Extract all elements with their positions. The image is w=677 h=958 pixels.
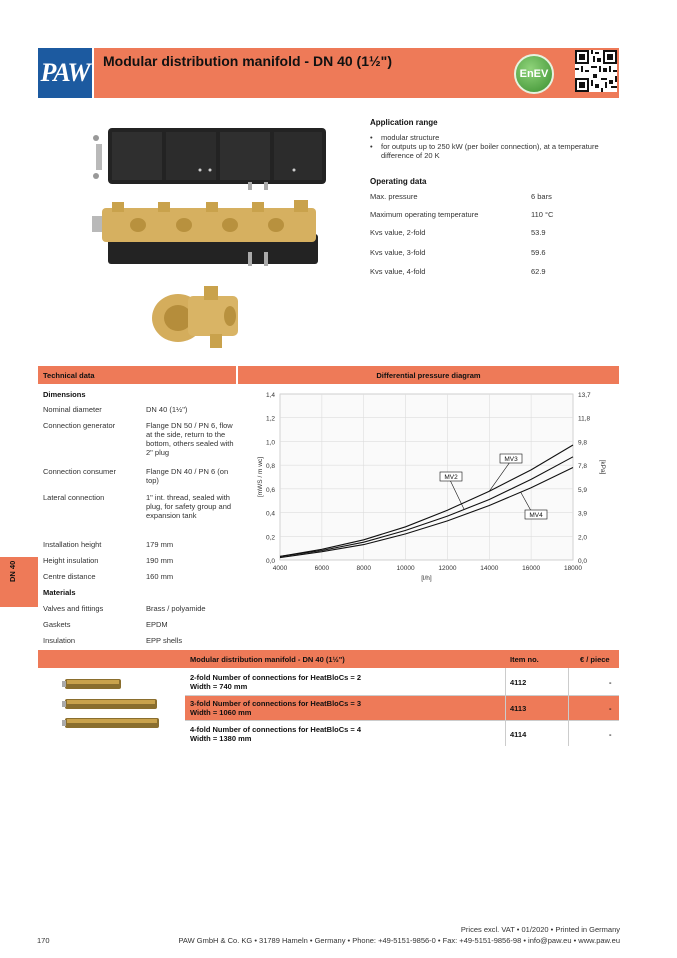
operating-row: Max. pressure 6 bars [370,192,552,201]
series-label: MV4 [529,512,543,519]
spec-label: Centre distance [43,572,96,581]
spec-label: Nominal diameter [43,405,102,414]
x-tick-label: 12000 [438,565,457,572]
material-value: EPDM [146,620,168,629]
order-row-desc: 4-fold Number of connections for HeatBloCs = 4 Width = 1380 mm [190,725,362,743]
footer-line-1: Prices excl. VAT • 01/2020 • Printed in Germany [460,925,620,934]
x-tick-label: 6000 [314,565,330,572]
application-bullet: • modular structure • for outputs up to 250 kW (per boiler connection), at a temperature difference of 20 K [370,133,599,160]
order-row-desc: 3-fold Number of connections for HeatBloCs = 3 Width = 1060 mm [190,699,362,717]
order-row-desc: 2-fold Number of connections for HeatBloCs = 2 Width = 740 mm [190,673,362,691]
y-tick-label: 1,2 [265,415,275,423]
spec-label: Connection generator [43,421,116,430]
footer-line-2: PAW GmbH & Co. KG • 31789 Hameln • Germany • Phone: +49-5151-9856-0 • Fax: +49-5151-9856-98 • info@paw.eu • www.paw.eu [178,936,620,945]
x-tick-label: 14000 [480,565,499,572]
y-tick-label: 1,0 [265,439,275,447]
x-tick-label: 10000 [396,565,415,572]
y-axis-label: [mWS / m wc] [257,456,264,498]
manifold-3fold-thumbnail [62,697,158,711]
qr-code-icon [575,50,617,92]
order-header-item: Item no. [510,655,539,664]
spec-value: 160 mm [146,572,174,581]
spec-label: Height insulation [43,556,99,565]
x-axis-label: [l/h] [421,575,432,582]
spec-value: 1" int. thread, sealed with plug, for safety group and expansion tank [146,493,232,520]
spec-label: Installation height [43,540,102,549]
y-right-tick-label: 5,9 [578,486,588,494]
spec-value: 179 mm [146,540,174,549]
y-right-axis-label: [kPa] [599,459,606,475]
y-right-tick-label: 3,9 [578,510,588,518]
manifold-open-image [88,198,328,268]
page-title: Modular distribution manifold - DN 40 (1½") [103,53,392,69]
page-number: 170 [37,936,50,945]
side-tab [0,557,38,607]
spec-value: Flange DN 40 / PN 6 (on top) [146,467,229,485]
spec-label: Lateral connection [43,493,105,502]
order-row-price: - [609,678,612,687]
material-label: Valves and fittings [43,604,104,613]
manifold-4fold-thumbnail [62,715,160,731]
manifold-segment-image [148,282,248,354]
order-row-price: - [609,730,612,739]
materials-title: Materials [43,588,76,597]
series-label: MV2 [444,474,458,481]
plot-area [280,394,573,560]
operating-row: Kvs value, 4-fold 62.9 [370,267,546,276]
spec-value: 190 mm [146,556,174,565]
differential-pressure-chart [240,386,620,586]
enev-badge: EnEV [514,54,554,94]
y-tick-label: 0,4 [265,510,275,518]
x-tick-label: 4000 [272,565,288,572]
y-right-tick-label: 13,7 [578,392,591,399]
order-header-price: € / piece [580,655,610,664]
y-tick-label: 1,4 [265,392,275,399]
chart-title: Differential pressure diagram [376,371,481,380]
order-row-price: - [609,704,612,713]
side-tab-label: DN 40 [8,560,17,582]
y-tick-label: 0,0 [265,558,275,565]
order-row-item: 4113 [510,704,527,713]
y-right-tick-label: 2,0 [578,534,588,542]
order-row-item: 4112 [510,678,527,687]
x-tick-label: 16000 [522,565,541,572]
material-label: Insulation [43,636,76,645]
y-right-tick-label: 0,0 [578,558,588,565]
insulated-manifold-image [88,124,328,190]
y-tick-label: 0,8 [265,463,275,471]
technical-data-title: Technical data [43,371,95,380]
operating-row: Maximum operating temperature 110 °C [370,210,554,219]
y-right-tick-label: 9,8 [578,439,588,447]
y-right-tick-label: 7,8 [578,463,588,471]
operating-data-title: Operating data [370,177,427,186]
series-label: MV3 [504,456,518,463]
spec-label: Connection consumer [43,467,116,476]
operating-row: Kvs value, 2-fold 53.9 [370,228,546,237]
operating-row: Kvs value, 3-fold 59.6 [370,248,546,257]
y-right-tick-label: 11,8 [578,415,591,423]
material-value: Brass / polyamide [146,604,206,613]
material-label: Gaskets [43,620,71,629]
paw-logo: PAW [38,48,92,98]
material-value: EPP shells [146,636,183,645]
y-tick-label: 0,6 [265,486,275,494]
x-tick-label: 18000 [563,565,583,572]
application-range-title: Application range [370,118,438,127]
x-tick-label: 8000 [356,565,371,572]
y-tick-label: 0,2 [265,534,275,542]
order-header-desc: Modular distribution manifold - DN 40 (1½") [190,655,345,664]
order-row-item: 4114 [510,730,527,739]
spec-value: DN 40 (1½") [146,405,188,414]
manifold-2fold-thumbnail [62,677,122,691]
dimensions-title: Dimensions [43,390,86,399]
spec-value: Flange DN 50 / PN 6, flow at the side, return to the bottom, others sealed with 2" plug [146,421,234,457]
